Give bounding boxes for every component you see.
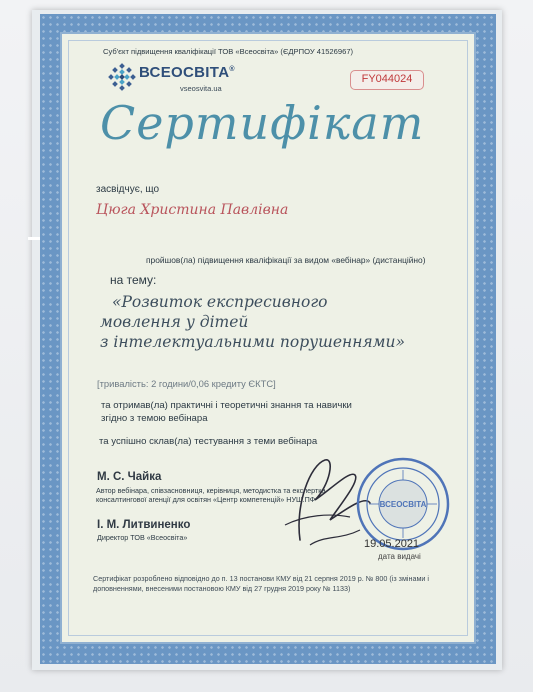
brand-name: ВСЕОСВІТА®: [139, 64, 235, 81]
brand-url: vseosvita.ua: [180, 84, 222, 93]
certifies-label: засвідчує, що: [96, 184, 160, 195]
snowflake-logo-icon: [108, 63, 136, 91]
webinar-topic: [92, 292, 462, 352]
certificate-title: Сертифікат: [100, 96, 425, 150]
passed-text: пройшов(ла) підвищення кваліфікації за видом «вебінар» (дистанційно): [146, 255, 426, 265]
issue-date: 19.05.2021: [364, 538, 420, 550]
signatory-2-role: Директор ТОВ «Всеосвіта»: [97, 533, 188, 542]
topic-line: мовлення у дітей: [100, 313, 249, 331]
recipient-name: Цюга Христина Павлівна: [96, 202, 289, 218]
topic-label: на тему:: [110, 273, 157, 287]
tested-text: та успішно склав(ла) тестування з теми вебінара: [99, 436, 318, 447]
footnote: Сертифікат розроблено відповідно до п. 13 постанови КМУ від 21 серпня 2019 р. № 800 (із змінами і доповненнями, внесеними постановою КМУ від 27 грудня 2019 року № 1133): [93, 574, 430, 593]
duration-text: [тривалість: 2 години/0,06 кредиту ЄКТС]: [97, 378, 276, 389]
signatory-2-name: І. М. Литвиненко: [97, 519, 191, 531]
issue-date-label: дата видачі: [378, 552, 421, 561]
topic-line: «Розвиток експресивного: [112, 293, 328, 311]
serial-number-badge: FY044024: [350, 70, 424, 90]
issuer-line: Суб'єкт підвищення кваліфікації ТОВ «Всеосвіта» (ЄДРПОУ 41526967): [103, 47, 354, 56]
stamp-brand-text: ВСЕОСВІТА: [379, 500, 427, 509]
signatory-1-role: Автор вебінара, співзасновниця, керівниця, методистка та експертка консалтингової агенції для освітян «Центр компетенцій» НУШ.ПФ: [96, 486, 326, 504]
edge-mark: [28, 237, 40, 240]
received-text: та отримав(ла) практичні і теоретичні знання та навички згідно з темою вебінара: [101, 400, 352, 424]
topic-line: з інтелектуальними порушеннями»: [100, 333, 405, 351]
signatory-1-name: М. С. Чайка: [97, 471, 162, 483]
